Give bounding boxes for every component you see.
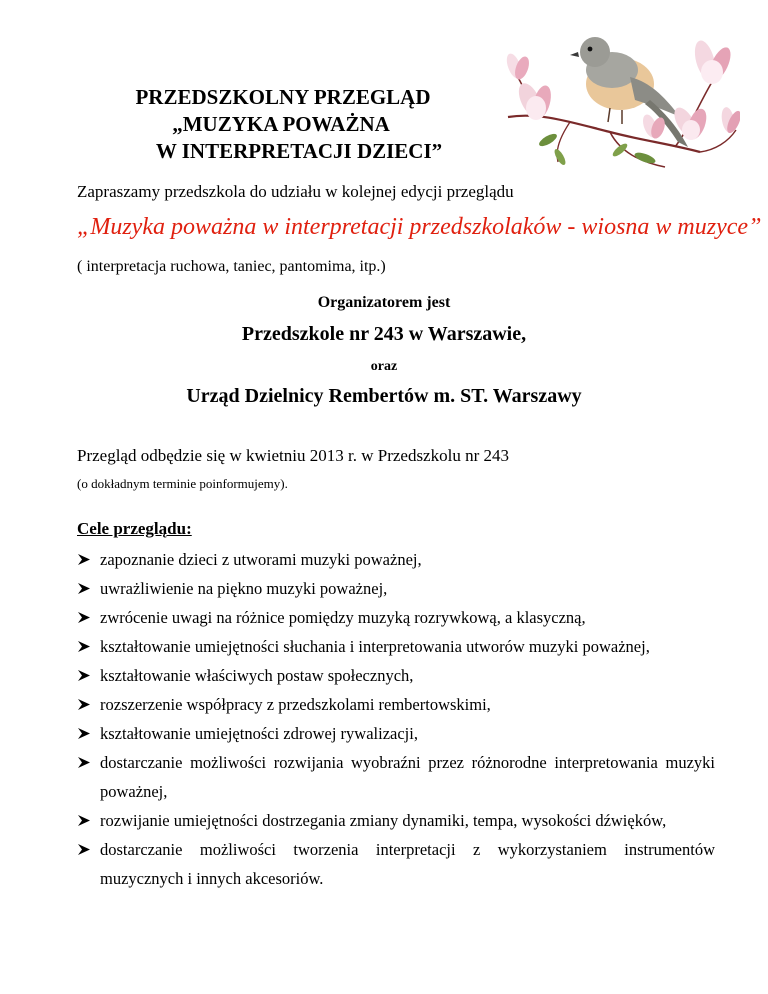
arrow-bullet-icon (77, 843, 91, 856)
arrow-bullet-icon (77, 611, 91, 624)
event-date-note: (o dokładnym terminie poinformujemy). (77, 476, 288, 491)
organizer-connector: oraz (370, 359, 398, 374)
goals-heading: Cele przeglądu: (77, 519, 192, 538)
organizer-primary: Przedszkole nr 243 w Warszawie, (241, 323, 527, 345)
goal-text: uwrażliwienie na piękno muzyki poważnej, (100, 579, 388, 598)
organizer-label: Organizatorem jest (317, 294, 451, 311)
arrow-bullet-icon (77, 698, 91, 711)
event-theme: „Muzyka poważna w interpretacji przedszkolaków - wiosna w muzyce” (77, 214, 762, 240)
organizer-secondary: Urząd Dzielnicy Rembertów m. ST. Warszawy (186, 385, 582, 407)
list-item (77, 748, 715, 806)
arrow-bullet-icon (77, 814, 91, 827)
goals-list (77, 545, 715, 893)
list-item (77, 806, 715, 835)
arrow-bullet-icon (77, 582, 91, 595)
title-line-1: PRZEDSZKOLNY PRZEGLĄD (135, 85, 431, 109)
event-date-info: Przegląd odbędzie się w kwietniu 2013 r. w Przedszkolu nr 243 (77, 446, 509, 465)
list-item (77, 545, 715, 574)
list-item (77, 603, 715, 632)
goal-text: zwrócenie uwagi na różnice pomiędzy muzyką rozrywkową, a klasyczną, (100, 608, 586, 627)
arrow-bullet-icon (77, 756, 91, 769)
arrow-bullet-icon (77, 553, 91, 566)
list-item (77, 574, 715, 603)
arrow-bullet-icon (77, 727, 91, 740)
goal-text: kształtowanie umiejętności słuchania i interpretowania utworów muzyki poważnej, (100, 637, 650, 656)
arrow-bullet-icon (77, 669, 91, 682)
list-item (77, 690, 715, 719)
goal-text: dostarczanie możliwości tworzenia interpretacji z wykorzystaniem instrumentów muzycznych i innych akcesoriów. (100, 840, 715, 888)
document-title (96, 84, 496, 165)
title-line-2: „MUZYKA POWAŻNA (172, 112, 390, 136)
goal-text: rozszerzenie współpracy z przedszkolami rembertowskimi, (100, 695, 491, 714)
goal-text: kształtowanie umiejętności zdrowej rywalizacji, (100, 724, 418, 743)
list-item (77, 719, 715, 748)
goal-text: rozwijanie umiejętności dostrzegania zmiany dynamiki, tempa, wysokości dźwięków, (100, 811, 667, 830)
goal-text: dostarczanie możliwości rozwijania wyobraźni przez różnorodne interpretowania muzyki poważnej, (100, 753, 715, 801)
bird-on-magnolia-branch-illustration (500, 22, 740, 172)
title-line-3: W INTERPRETACJI DZIECI” (155, 139, 443, 163)
interpretation-description: ( interpretacja ruchowa, taniec, pantomima, itp.) (77, 258, 386, 275)
list-item (77, 661, 715, 690)
goal-text: kształtowanie właściwych postaw społecznych, (100, 666, 414, 685)
goal-text: zapoznanie dzieci z utworami muzyki poważnej, (100, 550, 422, 569)
invitation-text: Zapraszamy przedszkola do udziału w kolejnej edycji przeglądu (77, 182, 514, 201)
arrow-bullet-icon (77, 640, 91, 653)
list-item (77, 632, 715, 661)
list-item (77, 835, 715, 893)
